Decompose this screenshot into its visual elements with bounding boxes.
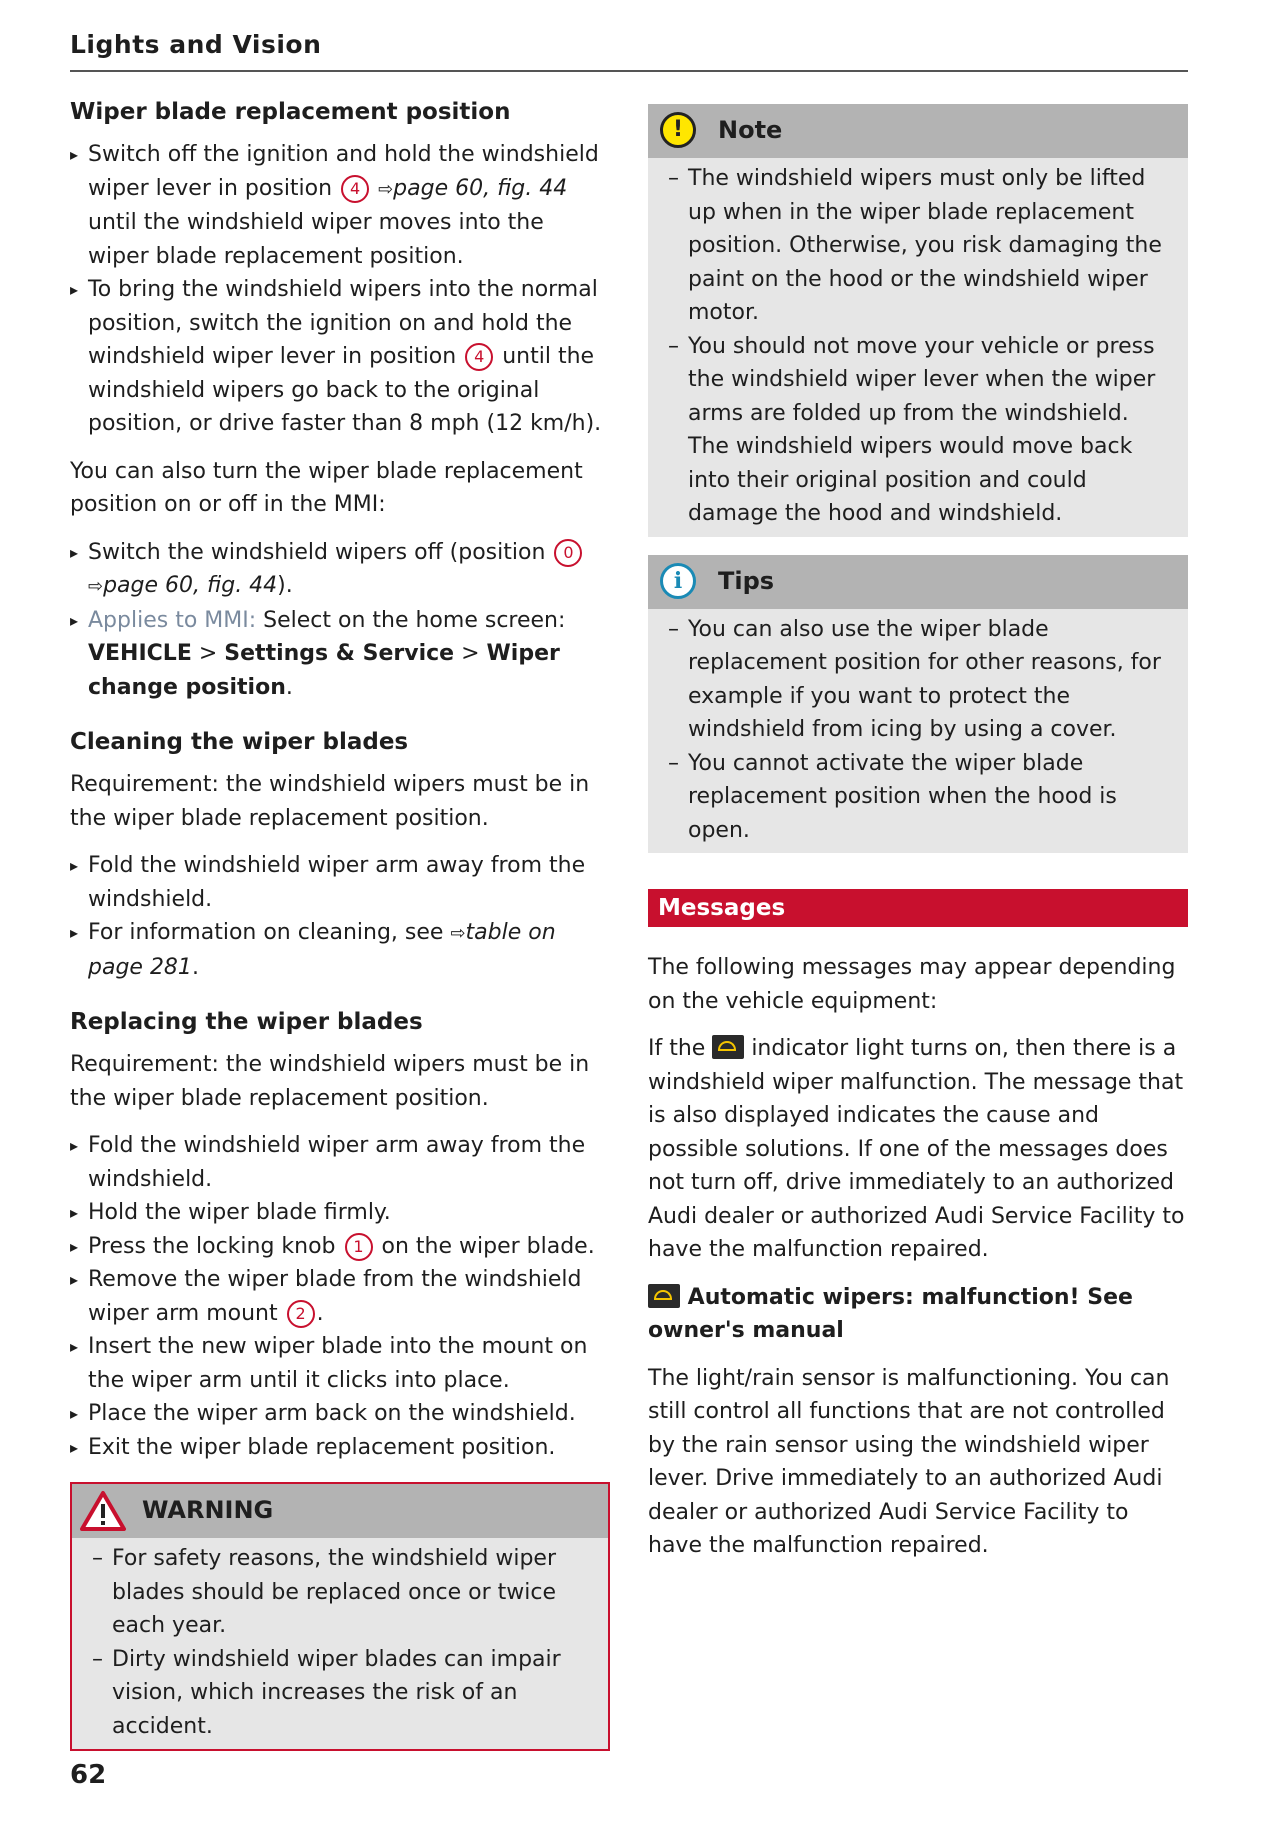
page-reference-link[interactable]: page 60, fig. 44 [393,175,568,201]
step-text: For information on cleaning, see [88,920,451,945]
right-column [648,104,1188,1577]
section-title-replacing: Replacing the wiper blades [70,1009,423,1035]
message-heading-text: Automatic wipers: malfunction! See owner's manual [648,1284,1133,1343]
tips-header [648,555,1188,609]
steps-list [70,536,610,705]
messages-intro: The following messages may appear depending on the vehicle equipment: [648,955,1176,1014]
list-item: – You should not move your vehicle or press the windshield wiper lever when the wiper arms are folded up from the windshield. The windshield wipers would move back into their original position and could damage the hood and windshield. [668,330,1168,531]
section-title-cleaning: Cleaning the wiper blades [70,729,409,755]
note-label: Note [718,116,783,144]
step-text: . [191,954,199,980]
page-reference-link[interactable]: page 60, fig. 44 [103,573,278,598]
part-number: 1 [345,1233,373,1261]
messages-paragraph [648,1032,1188,1267]
applies-to-label: Applies to MMI: [88,607,257,633]
separator: > [191,641,225,666]
warning-header [72,1484,608,1538]
list-item: ▸ Fold the windshield wiper arm away from the windshield. [70,1129,610,1196]
warning-box [70,1482,610,1751]
step-text: Select on the home screen: [256,607,566,633]
step-text: on the wiper blade. [374,1233,595,1259]
step-text: Switch the windshield wipers off (position [88,539,546,565]
arrow-right-icon: ⇨ [378,178,394,200]
tips-label: Tips [718,566,775,595]
list-item [70,536,610,604]
message-heading [648,1281,1188,1348]
wiper-indicator-icon [648,1284,680,1308]
warning-label: WARNING [142,1496,274,1524]
paragraph-text: If the [648,1036,713,1061]
steps-list [70,138,610,441]
menu-path-vehicle: VEHICLE [88,641,192,666]
tips-list [668,613,1168,848]
note-header [648,104,1188,158]
part-number: 2 [287,1300,315,1328]
note-body [648,158,1188,537]
list-item: ▸ Place the wiper arm back on the windshield. [70,1397,610,1431]
wiper-indicator-icon [712,1035,744,1059]
tips-body [648,609,1188,854]
requirement-text: Requirement: the windshield wipers must be in the wiper blade replacement position. [70,772,590,831]
page-reference-link[interactable]: table on page 281 [88,920,556,980]
list-item [70,1230,610,1264]
list-item [70,916,610,984]
step-text: until the windshield wipers go back to the original position, or drive faster than 8 mph (12 km/h). [88,344,602,436]
paragraph-text: indicator light turns on, then there is a windshield wiper malfunction. The message that is also displayed indicates the cause and possible solutions. If one of the messages does not turn off, drive immediately to an authorized Audi dealer or authorized Audi Service Facility to have the malfunction repaired. [648,1036,1185,1262]
paragraph: You can also turn the wiper blade replacement position on or off in the MMI: [70,458,583,517]
warning-list [92,1542,588,1743]
step-text: ). [277,573,293,598]
position-number: 0 [554,539,582,567]
menu-path-settings: Settings & Service [224,641,455,666]
list-item [70,273,610,441]
list-item: ▸ Exit the wiper blade replacement position. [70,1431,610,1465]
step-text: . [285,674,293,700]
note-box [648,104,1188,537]
exclamation-icon: ! [660,112,696,148]
left-column [70,96,610,1751]
tips-box [648,555,1188,854]
list-item [70,1263,610,1330]
steps-list [70,849,610,984]
step-text: Press the locking knob [88,1233,343,1259]
section-title-replacement-position: Wiper blade replacement position [70,99,511,125]
requirement-text: Requirement: the windshield wipers must be in the wiper blade replacement position. [70,1052,590,1111]
step-text: To bring the windshield wipers into the normal position, switch the ignition on and hold the windshield wiper lever in position [88,277,598,369]
position-number: 4 [465,343,493,371]
menu-path-wiper-change: Wiper change position [88,641,560,700]
arrow-right-icon: ⇨ [450,923,466,944]
arrow-right-icon: ⇨ [88,576,104,597]
step-text: until the windshield wiper moves into the wiper blade replacement position. [88,210,544,269]
steps-list [70,1129,610,1464]
list-item [70,138,610,273]
list-item: – You can also use the wiper blade replacement position for other reasons, for example if you want to protect the windshield from icing by using a cover. [668,613,1168,747]
position-number: 4 [341,175,369,203]
step-text: Switch off the ignition and hold the windshield wiper lever in position [88,142,599,201]
separator: > [454,641,487,666]
info-icon: i [660,563,696,599]
message-body: The light/rain sensor is malfunctioning. You can still control all functions that are not controlled by the rain sensor using the windshield wiper lever. Drive immediately to an authorized Audi dealer or authorized Audi Service Facility to have the malfunction repaired. [648,1365,1170,1558]
list-item: – You cannot activate the wiper blade replacement position when the hood is open. [668,747,1168,848]
step-text: . [316,1300,324,1326]
messages-section-bar: Messages [648,889,1188,927]
page-header [70,28,1188,72]
list-item: ▸ Insert the new wiper blade into the mount on the wiper arm until it clicks into place. [70,1330,610,1397]
list-item: ▸ Fold the windshield wiper arm away from the windshield. [70,849,610,916]
list-item: ▸ Hold the wiper blade firmly. [70,1196,610,1230]
step-text: Remove the wiper blade from the windshield wiper arm mount [88,1267,582,1326]
list-item: – The windshield wipers must only be lifted up when in the wiper blade replacement position. Otherwise, you risk damaging the paint on the hood or the windshield wiper motor. [668,162,1168,330]
page-number: 62 [70,1760,107,1790]
note-list [668,162,1168,531]
warning-body [72,1538,608,1749]
list-item: – Dirty windshield wiper blades can impair vision, which increases the risk of an accident. [92,1643,588,1744]
list-item: – For safety reasons, the windshield wiper blades should be replaced once or twice each year. [92,1542,588,1643]
chapter-title: Lights and Vision [70,30,322,59]
list-item [70,604,610,705]
warning-triangle-icon [80,1490,126,1532]
